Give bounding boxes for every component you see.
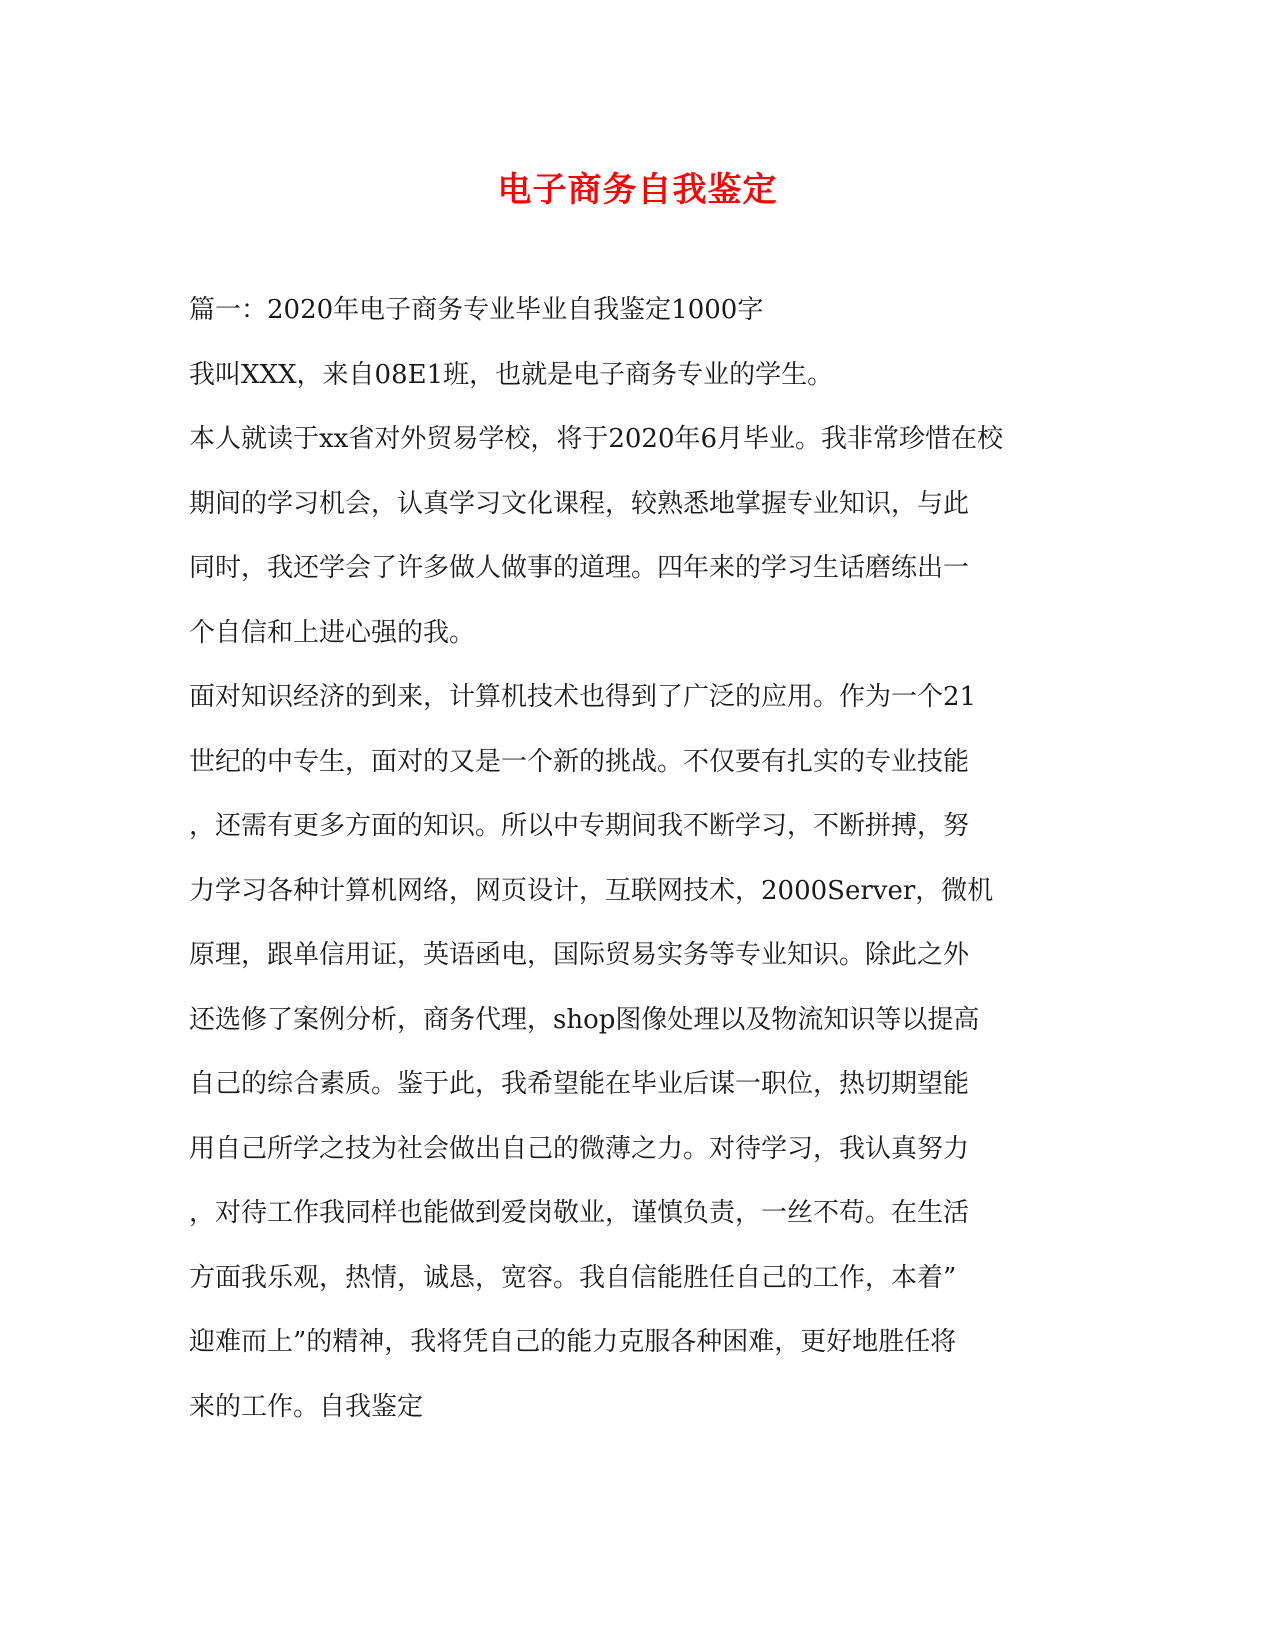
document-body [189,290,1079,1451]
body-line: 原理，跟单信用证，英语函电，国际贸易实务等专业知识。除此之外 [189,940,970,970]
body-line: 本人就读于xx省对外贸易学校，将于2020年6月毕业。我非常珍惜在校 [189,424,1004,454]
body-line: 同时，我还学会了许多做人做事的道理。四年来的学习生话磨练出一 [189,553,970,583]
body-line: ，还需有更多方面的知识。所以中专期间我不断学习，不断拼搏，努 [189,811,970,841]
body-line: 迎难而上”的精神，我将凭自己的能力克服各种困难，更好地胜任将 [189,1327,957,1357]
body-line: 力学习各种计算机网络，网页设计，互联网技术，2000Server，微机 [189,875,994,906]
body-line: 我叫XXX，来自08E1班，也就是电子商务专业的学生。 [189,359,834,390]
body-line: 世纪的中专生，面对的又是一个新的挑战。不仅要有扎实的专业技能 [189,746,970,777]
body-line: 个自信和上进心强的我。 [189,617,476,648]
body-line: 用自己所学之技为社会做出自己的微薄之力。对待学习，我认真努力 [189,1133,970,1164]
body-line: 篇一：2020年电子商务专业毕业自我鉴定1000字 [189,295,764,325]
body-line: 期间的学习机会，认真学习文化课程，较熟悉地掌握专业知识，与此 [189,488,970,519]
body-line: 还选修了案例分析，商务代理，shop图像处理以及物流知识等以提高 [189,1004,980,1035]
body-line: 面对知识经济的到来，计算机技术也得到了广泛的应用。作为一个21 [189,682,977,712]
body-line: 自己的综合素质。鉴于此，我希望能在毕业后谋一职位，热切期望能 [189,1069,970,1099]
body-line: ，对待工作我同样也能做到爱岗敬业，谨慎负责，一丝不苟。在生活 [189,1198,970,1228]
body-line: 方面我乐观，热情，诚恳，宽容。我自信能胜任自己的工作，本着” [189,1262,957,1293]
document-title: 电子商务自我鉴定 [497,170,778,210]
body-line: 来的工作。自我鉴定 [189,1391,424,1422]
